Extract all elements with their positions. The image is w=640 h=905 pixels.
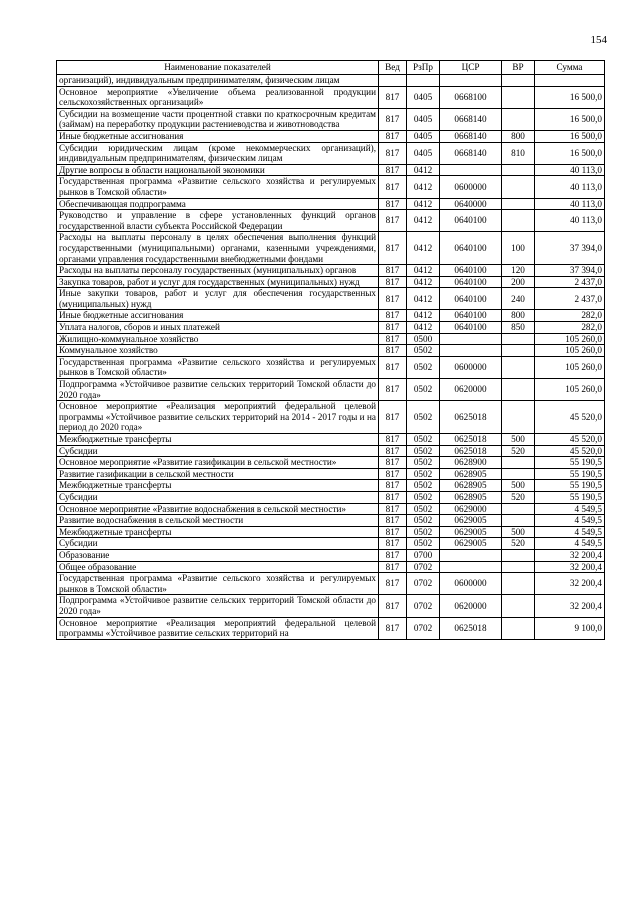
row-vr <box>502 503 535 515</box>
table-row <box>57 310 605 322</box>
row-csr <box>440 75 502 87</box>
row-name: Субсидии <box>57 538 379 550</box>
row-vr: 520 <box>502 491 535 503</box>
row-sum: 40 113,0 <box>535 210 605 232</box>
row-ved: 817 <box>379 108 407 130</box>
row-ved: 817 <box>379 164 407 176</box>
row-csr <box>440 345 502 357</box>
table-row <box>57 108 605 130</box>
row-csr: 0668140 <box>440 108 502 130</box>
row-name: Жилищно-коммунальное хозяйство <box>57 333 379 345</box>
row-ved: 817 <box>379 480 407 492</box>
row-rzpr: 0502 <box>407 526 440 538</box>
row-rzpr: 0502 <box>407 401 440 434</box>
row-csr: 0625018 <box>440 434 502 446</box>
row-ved: 817 <box>379 457 407 469</box>
row-rzpr: 0502 <box>407 434 440 446</box>
row-csr: 0629005 <box>440 538 502 550</box>
table-row <box>57 75 605 87</box>
table-header-row <box>57 61 605 75</box>
row-csr: 0640000 <box>440 198 502 210</box>
row-sum: 45 520,0 <box>535 445 605 457</box>
row-vr <box>502 86 535 108</box>
header-ved: Вед <box>379 61 407 75</box>
table-row <box>57 491 605 503</box>
row-ved: 817 <box>379 176 407 198</box>
table-row <box>57 503 605 515</box>
row-ved: 817 <box>379 356 407 378</box>
row-vr: 850 <box>502 322 535 334</box>
table-row <box>57 480 605 492</box>
row-rzpr: 0405 <box>407 130 440 142</box>
table-row <box>57 198 605 210</box>
row-sum: 37 394,0 <box>535 232 605 265</box>
row-sum: 105 260,0 <box>535 345 605 357</box>
row-csr: 0625018 <box>440 401 502 434</box>
row-csr: 0620000 <box>440 595 502 617</box>
row-csr: 0640100 <box>440 232 502 265</box>
row-vr: 120 <box>502 265 535 277</box>
row-name: Расходы на выплаты персоналу государственных (муниципальных) органов <box>57 265 379 277</box>
row-ved: 817 <box>379 322 407 334</box>
row-ved: 817 <box>379 526 407 538</box>
table-row <box>57 130 605 142</box>
row-sum: 45 520,0 <box>535 401 605 434</box>
row-ved: 817 <box>379 561 407 573</box>
row-name: Развитие водоснабжения в сельской местности <box>57 515 379 527</box>
row-sum: 55 190,5 <box>535 468 605 480</box>
table-row <box>57 434 605 446</box>
row-ved: 817 <box>379 288 407 310</box>
row-ved: 817 <box>379 310 407 322</box>
row-sum: 32 200,4 <box>535 561 605 573</box>
row-rzpr: 0412 <box>407 288 440 310</box>
row-ved: 817 <box>379 232 407 265</box>
row-rzpr <box>407 75 440 87</box>
table-row <box>57 617 605 639</box>
row-name: Основное мероприятие «Реализация мероприятий федеральной целевой программы «Устойчивое развитие сельских территорий на 2014 - 2017 годы и на период до 2020 года» <box>57 401 379 434</box>
table-row <box>57 573 605 595</box>
row-vr: 520 <box>502 445 535 457</box>
table-row <box>57 457 605 469</box>
row-ved: 817 <box>379 379 407 401</box>
row-sum: 9 100,0 <box>535 617 605 639</box>
row-name: Субсидии <box>57 445 379 457</box>
table-row <box>57 595 605 617</box>
row-rzpr: 0502 <box>407 491 440 503</box>
header-csr: ЦСР <box>440 61 502 75</box>
row-vr <box>502 549 535 561</box>
row-sum: 55 190,5 <box>535 457 605 469</box>
table-body <box>57 75 605 640</box>
row-csr: 0628905 <box>440 491 502 503</box>
row-csr: 0600000 <box>440 356 502 378</box>
table-row <box>57 232 605 265</box>
table-row <box>57 288 605 310</box>
row-csr: 0640100 <box>440 322 502 334</box>
row-sum: 32 200,4 <box>535 573 605 595</box>
row-ved: 817 <box>379 617 407 639</box>
row-sum: 4 549,5 <box>535 503 605 515</box>
row-csr: 0625018 <box>440 617 502 639</box>
row-sum: 37 394,0 <box>535 265 605 277</box>
row-csr <box>440 164 502 176</box>
row-sum: 105 260,0 <box>535 379 605 401</box>
row-csr: 0628900 <box>440 457 502 469</box>
row-name: Подпрограмма «Устойчивое развитие сельских территорий Томской области до 2020 года» <box>57 379 379 401</box>
table-row <box>57 379 605 401</box>
row-rzpr: 0502 <box>407 480 440 492</box>
row-name: Руководство и управление в сфере установленных функций органов государственной власти субъекта Российской Федерации <box>57 210 379 232</box>
row-csr: 0668140 <box>440 142 502 164</box>
row-ved: 817 <box>379 210 407 232</box>
header-rzpr: РзПр <box>407 61 440 75</box>
row-vr <box>502 108 535 130</box>
row-sum: 4 549,5 <box>535 526 605 538</box>
row-sum: 16 500,0 <box>535 86 605 108</box>
row-sum: 55 190,5 <box>535 491 605 503</box>
row-vr: 810 <box>502 142 535 164</box>
table-row <box>57 333 605 345</box>
row-sum: 16 500,0 <box>535 142 605 164</box>
row-csr: 0640100 <box>440 288 502 310</box>
row-vr <box>502 75 535 87</box>
table-row <box>57 210 605 232</box>
table-row <box>57 86 605 108</box>
row-rzpr: 0412 <box>407 265 440 277</box>
row-rzpr: 0500 <box>407 333 440 345</box>
row-name: Межбюджетные трансферты <box>57 434 379 446</box>
row-sum: 45 520,0 <box>535 434 605 446</box>
row-vr: 800 <box>502 130 535 142</box>
row-rzpr: 0502 <box>407 515 440 527</box>
row-rzpr: 0405 <box>407 142 440 164</box>
row-csr: 0629005 <box>440 515 502 527</box>
row-rzpr: 0412 <box>407 198 440 210</box>
row-csr: 0640100 <box>440 276 502 288</box>
row-rzpr: 0412 <box>407 164 440 176</box>
row-vr <box>502 333 535 345</box>
row-vr <box>502 345 535 357</box>
row-name: Расходы на выплаты персоналу в целях обеспечения выполнения функций государственными (муниципальными) органами, казенными учреждениями, органами управления государственными внебюджетными фондами <box>57 232 379 265</box>
row-name: Межбюджетные трансферты <box>57 526 379 538</box>
row-ved: 817 <box>379 401 407 434</box>
row-sum: 55 190,5 <box>535 480 605 492</box>
row-name: Уплата налогов, сборов и иных платежей <box>57 322 379 334</box>
row-ved: 817 <box>379 130 407 142</box>
table-row <box>57 356 605 378</box>
row-sum: 4 549,5 <box>535 538 605 550</box>
row-csr: 0640100 <box>440 265 502 277</box>
row-ved: 817 <box>379 515 407 527</box>
row-name: Иные бюджетные ассигнования <box>57 130 379 142</box>
row-vr <box>502 457 535 469</box>
row-csr <box>440 333 502 345</box>
row-name: Коммунальное хозяйство <box>57 345 379 357</box>
row-ved: 817 <box>379 276 407 288</box>
row-ved: 817 <box>379 549 407 561</box>
table-row <box>57 549 605 561</box>
row-sum: 16 500,0 <box>535 108 605 130</box>
table-row <box>57 468 605 480</box>
row-vr <box>502 198 535 210</box>
row-name: Обеспечивающая подпрограмма <box>57 198 379 210</box>
row-name: Межбюджетные трансферты <box>57 480 379 492</box>
row-csr: 0629005 <box>440 526 502 538</box>
row-ved: 817 <box>379 468 407 480</box>
row-rzpr: 0405 <box>407 108 440 130</box>
row-rzpr: 0700 <box>407 549 440 561</box>
row-vr <box>502 617 535 639</box>
table-row <box>57 515 605 527</box>
row-ved <box>379 75 407 87</box>
row-vr <box>502 561 535 573</box>
row-vr <box>502 164 535 176</box>
row-csr: 0625018 <box>440 445 502 457</box>
row-vr: 500 <box>502 526 535 538</box>
row-vr: 100 <box>502 232 535 265</box>
row-name: Подпрограмма «Устойчивое развитие сельских территорий Томской области до 2020 года» <box>57 595 379 617</box>
table-row <box>57 276 605 288</box>
row-ved: 817 <box>379 333 407 345</box>
row-ved: 817 <box>379 538 407 550</box>
row-name: Субсидии <box>57 491 379 503</box>
row-sum: 40 113,0 <box>535 198 605 210</box>
row-name: Основное мероприятие «Увеличение объема реализованной продукции сельскохозяйственных организаций» <box>57 86 379 108</box>
row-vr <box>502 515 535 527</box>
row-sum: 32 200,4 <box>535 549 605 561</box>
row-sum: 4 549,5 <box>535 515 605 527</box>
row-rzpr: 0502 <box>407 503 440 515</box>
table-row <box>57 538 605 550</box>
header-sum: Сумма <box>535 61 605 75</box>
row-rzpr: 0502 <box>407 457 440 469</box>
table-row <box>57 401 605 434</box>
row-csr: 0640100 <box>440 310 502 322</box>
row-ved: 817 <box>379 142 407 164</box>
row-sum: 105 260,0 <box>535 333 605 345</box>
row-ved: 817 <box>379 595 407 617</box>
row-name: организаций), индивидуальным предпринимателям, физическим лицам <box>57 75 379 87</box>
row-sum: 105 260,0 <box>535 356 605 378</box>
table-row <box>57 322 605 334</box>
row-ved: 817 <box>379 573 407 595</box>
row-sum: 40 113,0 <box>535 164 605 176</box>
row-sum: 40 113,0 <box>535 176 605 198</box>
row-rzpr: 0502 <box>407 538 440 550</box>
row-sum: 2 437,0 <box>535 288 605 310</box>
row-vr <box>502 210 535 232</box>
row-sum <box>535 75 605 87</box>
row-sum: 282,0 <box>535 310 605 322</box>
table-row <box>57 526 605 538</box>
row-rzpr: 0412 <box>407 232 440 265</box>
row-csr: 0620000 <box>440 379 502 401</box>
row-sum: 16 500,0 <box>535 130 605 142</box>
table-row <box>57 142 605 164</box>
row-csr: 0640100 <box>440 210 502 232</box>
row-name: Иные закупки товаров, работ и услуг для обеспечения государственных (муниципальных) нужд <box>57 288 379 310</box>
row-ved: 817 <box>379 445 407 457</box>
row-name: Закупка товаров, работ и услуг для государственных (муниципальных) нужд <box>57 276 379 288</box>
table-row <box>57 176 605 198</box>
row-rzpr: 0405 <box>407 86 440 108</box>
row-vr <box>502 379 535 401</box>
table-row <box>57 561 605 573</box>
row-name: Другие вопросы в области национальной экономики <box>57 164 379 176</box>
row-name: Основное мероприятие «Развитие водоснабжения в сельской местности» <box>57 503 379 515</box>
row-name: Государственная программа «Развитие сельского хозяйства и регулируемых рынков в Томской области» <box>57 573 379 595</box>
row-name: Общее образование <box>57 561 379 573</box>
row-rzpr: 0502 <box>407 356 440 378</box>
row-ved: 817 <box>379 265 407 277</box>
table-row <box>57 265 605 277</box>
row-vr: 500 <box>502 480 535 492</box>
table-row <box>57 445 605 457</box>
row-vr: 240 <box>502 288 535 310</box>
row-sum: 282,0 <box>535 322 605 334</box>
row-vr <box>502 401 535 434</box>
row-rzpr: 0702 <box>407 617 440 639</box>
row-csr: 0629000 <box>440 503 502 515</box>
row-sum: 32 200,4 <box>535 595 605 617</box>
row-rzpr: 0412 <box>407 276 440 288</box>
row-rzpr: 0502 <box>407 468 440 480</box>
row-vr <box>502 573 535 595</box>
row-name: Субсидии на возмещение части процентной ставки по краткосрочным кредитам (займам) на переработку продукции растениеводства и животноводства <box>57 108 379 130</box>
row-rzpr: 0412 <box>407 176 440 198</box>
row-rzpr: 0412 <box>407 322 440 334</box>
row-rzpr: 0702 <box>407 573 440 595</box>
table-row <box>57 345 605 357</box>
row-name: Развитие газификации в сельской местности <box>57 468 379 480</box>
row-rzpr: 0702 <box>407 561 440 573</box>
row-vr <box>502 176 535 198</box>
row-name: Государственная программа «Развитие сельского хозяйства и регулируемых рынков в Томской области» <box>57 356 379 378</box>
row-ved: 817 <box>379 491 407 503</box>
row-name: Иные бюджетные ассигнования <box>57 310 379 322</box>
row-vr: 800 <box>502 310 535 322</box>
row-vr <box>502 595 535 617</box>
row-rzpr: 0502 <box>407 345 440 357</box>
row-csr <box>440 549 502 561</box>
page-number: 154 <box>590 34 607 46</box>
row-vr: 200 <box>502 276 535 288</box>
header-name: Наименование показателей <box>57 61 379 75</box>
row-name: Субсидии юридическим лицам (кроме некоммерческих организаций), индивидуальным предпринимателям, физическим лицам <box>57 142 379 164</box>
table-row <box>57 164 605 176</box>
row-name: Государственная программа «Развитие сельского хозяйства и регулируемых рынков в Томской области» <box>57 176 379 198</box>
row-csr: 0668140 <box>440 130 502 142</box>
row-csr <box>440 561 502 573</box>
row-csr: 0600000 <box>440 573 502 595</box>
row-rzpr: 0412 <box>407 310 440 322</box>
row-sum: 2 437,0 <box>535 276 605 288</box>
budget-table <box>56 60 605 640</box>
row-ved: 817 <box>379 198 407 210</box>
row-ved: 817 <box>379 503 407 515</box>
row-ved: 817 <box>379 345 407 357</box>
row-csr: 0628905 <box>440 480 502 492</box>
row-rzpr: 0502 <box>407 445 440 457</box>
row-name: Основное мероприятие «Реализация мероприятий федеральной целевой программы «Устойчивое развитие сельских территорий на <box>57 617 379 639</box>
row-rzpr: 0702 <box>407 595 440 617</box>
row-vr <box>502 468 535 480</box>
row-vr: 500 <box>502 434 535 446</box>
row-rzpr: 0502 <box>407 379 440 401</box>
row-name: Образование <box>57 549 379 561</box>
row-csr: 0628905 <box>440 468 502 480</box>
row-rzpr: 0412 <box>407 210 440 232</box>
row-ved: 817 <box>379 86 407 108</box>
row-name: Основное мероприятие «Развитие газификации в сельской местности» <box>57 457 379 469</box>
row-ved: 817 <box>379 434 407 446</box>
row-vr <box>502 356 535 378</box>
row-csr: 0668100 <box>440 86 502 108</box>
row-csr: 0600000 <box>440 176 502 198</box>
row-vr: 520 <box>502 538 535 550</box>
header-vr: ВР <box>502 61 535 75</box>
